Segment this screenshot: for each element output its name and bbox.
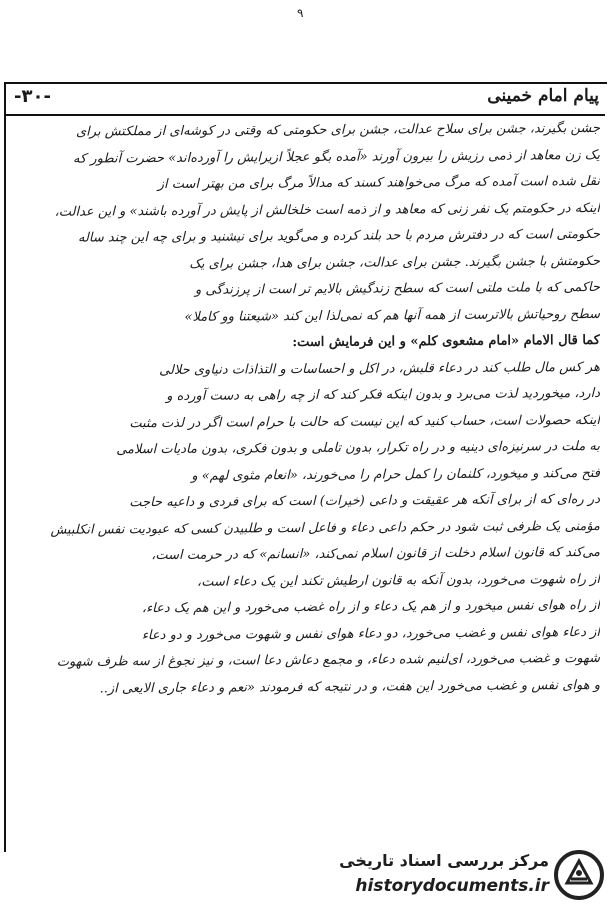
top-mark: ۹ [297, 6, 304, 20]
text-line: شهوت و غضب می‌خورد، ای‌لنیم شده دعاء، و مجمع دعاش دعا است، و نیز نجوغ از سه ظرف شهوت [56, 650, 600, 670]
text-line: از راه هوای نفس میخورد و از هم یک دعاء و از راه غضب می‌خورد و این هم یک دعاء، [141, 597, 600, 617]
text-line: حاکمی که با ملت ملتی است که سطح زندگیش بالایم تر است از پرزندگی و [194, 279, 600, 298]
text-line: می‌کند که قانون اسلام دخلت از قانون اسلام نمی‌کند، «انسانم» که در حرمت است، [151, 544, 600, 564]
handwritten-body [12, 118, 600, 848]
text-line: نقل شده است آمده که مرگ می‌خواهند کسند که مدالاً مرگ برای من بهتر است از [157, 173, 600, 193]
text-line: به ملت در سرنیزه‌ای دینیه و در راه تکرار، بدون تاملی و بدون فکری، بدون مادیات اسلامی [116, 438, 600, 458]
text-line: مؤمنی یک ظرفی ثبت شود در حکم داعی دعاء و فاعل است و طلبیدن کسی که عبودیت نفس انکلبیش [50, 518, 600, 538]
text-line: جشن بگیرند، جشن برای سلاح عدالت، جشن برای حکومتی که وقتی در کوشه‌ای از مملکتش برای [75, 120, 600, 140]
text-line: حکومتش با جشن بگیرند. جشن برای عدالت، جشن برای هدا، جشن برای یک [189, 253, 600, 272]
text-line: دارد، میخوردید لذت می‌برد و بدون اینکه فکر کند که از چه راهی به دست آورده و [166, 385, 600, 404]
archive-seal-icon [553, 849, 605, 901]
text-line: یک زن معاهد از ذمی رزیش را بیرون آورند «آمده بگو عجلاً ازیرایش را آورده‌اند» حضرت آنطور که [72, 147, 600, 167]
text-line: فتح می‌کند و میخورد، کلنمان را کمل حرام را می‌خورند، «انعام مثوی لهم» و [191, 465, 600, 484]
watermark-url: historydocuments.ir [355, 876, 549, 896]
running-title: پیام امام خمینی [487, 86, 599, 106]
text-line: هر کس مال طلب کند در دعاء قلبش، در اکل و احساسات و التذاذات دنیاوی حلالی [159, 359, 600, 378]
page-number: -۳۰- [14, 86, 51, 107]
page-header [4, 82, 605, 116]
text-line: در ره‌ای که از برای آنکه هر عقیقت و داعی (خیرات) است که برای فردی و داعیه حاجت [129, 491, 600, 511]
text-line: کما قال الامام «امام مشعوی کلم» و این فرمایش است: [292, 332, 600, 351]
text-line: حکومتی است که در دفترش مردم با حد بلند کرده و می‌گوید برای نیشنید و برای چه این چند ساله [77, 226, 600, 246]
watermark [315, 849, 605, 901]
text-line: و هوای نفس و غضب می‌خورد این هفت، و در نتیجه که فرمودند «نعم و دعاء جاری الایعی از.. [99, 677, 600, 696]
watermark-title: مرکز بررسی اسناد تاریخی [339, 851, 549, 870]
text-line: از دعاء هوای نفس و غضب می‌خورد، دو دعاء هوای نفس و شهوت می‌خورد و دو دعاء [141, 624, 600, 643]
text-line: اینکه حصولات است، حساب کنید که این نیست که حالت با حرام است اگر در لذت مثبت [129, 412, 600, 431]
text-line: سطح روحیاتش بالاترست از همه آنها هم که نمی‌لذا این کند «شیعتنا وو کاملا» [184, 306, 600, 325]
text-line: از راه شهوت می‌خورد، بدون آنکه به قانون ارطیش تکند این یک دعاء است، [196, 571, 600, 590]
text-line: اینکه در حکومتم یک نفر زنی که معاهد و از ذمه است خلخالش از پایش در آورده باشند» و این عدالت، [54, 200, 600, 220]
